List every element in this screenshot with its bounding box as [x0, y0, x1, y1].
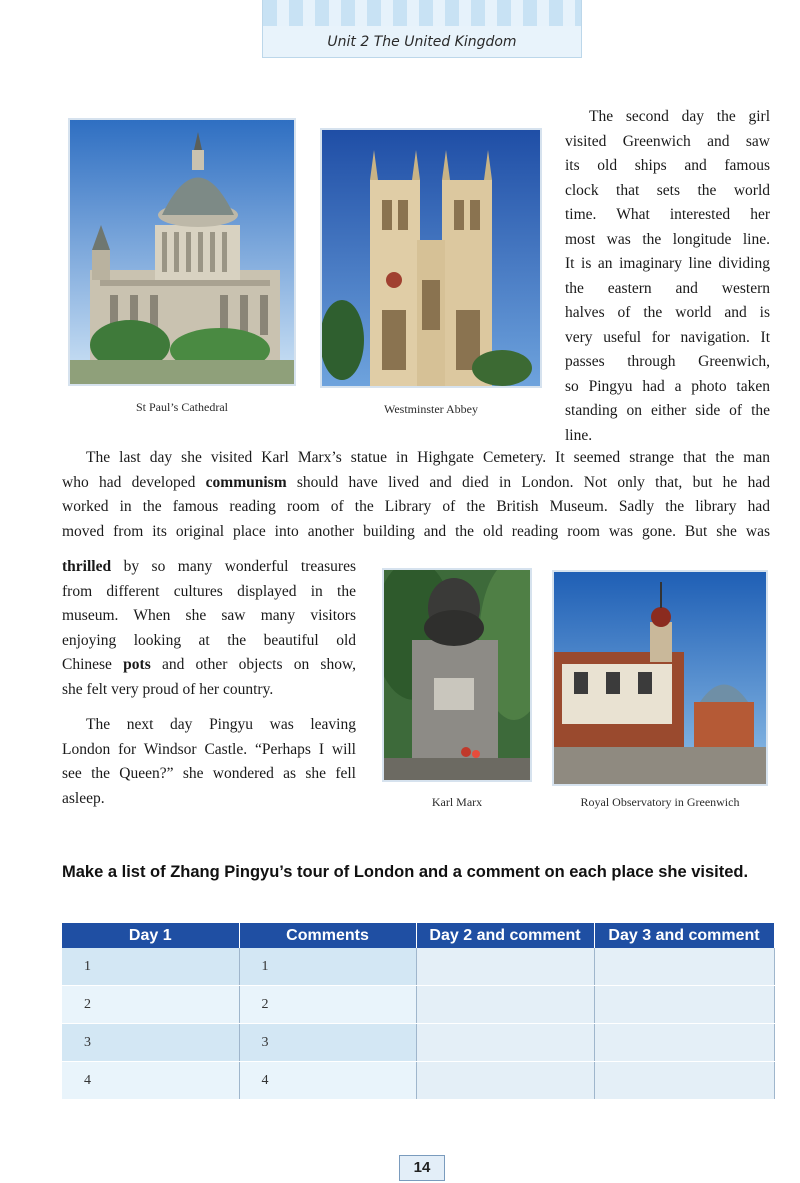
p1-line: time. What interested her [565, 206, 770, 223]
p1-line: line. [565, 426, 593, 444]
table-cell[interactable] [416, 1024, 594, 1062]
unit-title: Unit 2 The United Kingdom [327, 34, 517, 50]
table-header-row [62, 923, 774, 948]
p3-line: see the Queen?” she wondered as she fell [62, 765, 356, 782]
table-cell[interactable] [594, 986, 774, 1024]
p2-line [62, 471, 770, 496]
table-cell[interactable] [416, 948, 594, 986]
p2-line: worked in the famous reading room of the Library of the British Museum. Sadly the library had [62, 498, 770, 515]
westminster-abbey-photo [320, 128, 542, 388]
table-cell[interactable] [594, 948, 774, 986]
unit-banner [262, 0, 582, 58]
tour-table [62, 923, 775, 1100]
table-cell[interactable]: 3 [239, 1024, 416, 1062]
table-cell[interactable] [594, 1024, 774, 1062]
header-day1: Day 1 [62, 923, 239, 948]
p2-line: The last day she visited Karl Marx’s statue in Highgate Cemetery. It seemed strange that the man [86, 449, 770, 466]
header-day2: Day 2 and comment [416, 923, 594, 948]
observatory-caption: Royal Observatory in Greenwich [580, 795, 740, 809]
st-pauls-caption: St Paul’s Cathedral [136, 400, 228, 414]
p1-line: passes through Greenwich, [565, 353, 770, 370]
keyword-communism: communism [205, 473, 287, 491]
paragraph-windsor [62, 713, 356, 811]
p3-line: London for Windsor Castle. “Perhaps I will [62, 740, 356, 758]
p3-line: The next day Pingyu was leaving [86, 716, 356, 733]
p2b-line [62, 653, 356, 678]
header-comments: Comments [239, 923, 416, 948]
observatory-illustration [554, 572, 766, 784]
table-cell[interactable] [416, 1062, 594, 1100]
table-cell[interactable]: 4 [239, 1062, 416, 1100]
p2b-text: and other objects on show, [150, 656, 357, 673]
p2-text: should have lived and died in London. Not only that, but he had [286, 473, 770, 491]
p2b-line: enjoying looking at the beautiful old [62, 631, 356, 649]
karl-marx-photo [382, 568, 532, 782]
p2b-text: Chinese [62, 656, 124, 673]
p1-line: standing on either side of the [565, 402, 770, 419]
p1-line: so Pingyu had a photo taken [565, 377, 770, 395]
paragraph-greenwich [565, 105, 770, 448]
p3-line: asleep. [62, 789, 105, 807]
p1-line: visited Greenwich and saw [565, 132, 770, 150]
table-cell[interactable]: 4 [62, 1062, 239, 1100]
p2b-line: she felt very proud of her country. [62, 680, 274, 698]
p1-line: clock that sets the world [565, 181, 770, 199]
banner-wave-decoration [263, 0, 581, 26]
p1-line: its old ships and famous [565, 157, 770, 174]
table-cell[interactable]: 2 [239, 986, 416, 1024]
p1-line: most was the longitude line. [565, 230, 770, 248]
keyword-thrilled: thrilled [62, 558, 112, 575]
p1-line: The second day the girl [589, 108, 770, 125]
royal-observatory-photo [552, 570, 768, 786]
keyword-pots: pots [123, 656, 151, 673]
p1-line: very useful for navigation. It [565, 328, 770, 346]
st-pauls-illustration [70, 120, 294, 384]
st-pauls-cathedral-photo [68, 118, 296, 386]
page-number: 14 [399, 1155, 445, 1181]
paragraph-highgate [62, 446, 770, 544]
p2b-line: museum. When she saw many visitors [62, 607, 356, 624]
table-row [62, 948, 774, 986]
table-cell[interactable]: 1 [239, 948, 416, 986]
table-cell[interactable] [416, 986, 594, 1024]
header-day3: Day 3 and comment [594, 923, 774, 948]
westminster-illustration [322, 130, 540, 386]
p2-text: who had developed [62, 473, 206, 491]
table-row [62, 1062, 774, 1100]
p1-line: halves of the world and is [565, 304, 770, 321]
p2b-text: by so many wonderful treasures [111, 558, 356, 575]
p2b-line: from different cultures displayed in the [62, 582, 356, 600]
p2-line: moved from its original place into another building and the old reading room was gone. But she was [62, 522, 770, 540]
table-row [62, 986, 774, 1024]
table-cell[interactable]: 2 [62, 986, 239, 1024]
westminster-caption: Westminster Abbey [383, 402, 479, 416]
p1-line: the eastern and western [565, 279, 770, 297]
table-cell[interactable]: 1 [62, 948, 239, 986]
p2b-line [62, 555, 356, 580]
karl-marx-caption: Karl Marx [431, 795, 483, 809]
task-instruction: Make a list of Zhang Pingyu’s tour of London and a comment on each place she visited. [62, 863, 749, 881]
paragraph-museum [62, 555, 356, 702]
table-row [62, 1024, 774, 1062]
table-cell[interactable] [594, 1062, 774, 1100]
table-cell[interactable]: 3 [62, 1024, 239, 1062]
karl-marx-illustration [384, 570, 530, 780]
p1-line: It is an imaginary line dividing [565, 255, 770, 272]
